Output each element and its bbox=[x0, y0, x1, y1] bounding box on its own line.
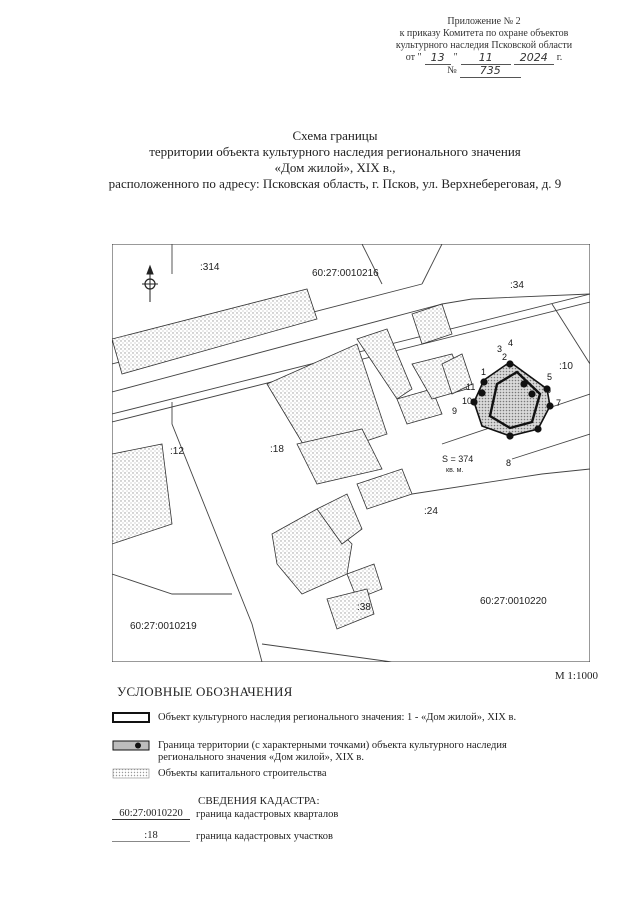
parcel-label-18: :18 bbox=[270, 444, 284, 455]
point-label-1: 1 bbox=[481, 367, 487, 377]
date-month: 11 bbox=[461, 52, 511, 65]
appendix-header bbox=[364, 16, 604, 78]
parcel-label-12: :12 bbox=[170, 446, 184, 457]
area-unit-label: кв. м. bbox=[446, 467, 464, 474]
parcel-line-symbol bbox=[112, 830, 190, 842]
legend-item-heritage-object bbox=[112, 712, 516, 724]
point-label-7: 7 bbox=[556, 398, 562, 408]
point-label-3: 3 bbox=[497, 344, 503, 354]
legend-item1-text: Объект культурного наследия регионального значения: 1 - «Дом жилой», XIX в. bbox=[158, 712, 517, 723]
date-suffix: г. bbox=[556, 52, 563, 63]
title-line4: расположенного по адресу: Псковская область, г. Псков, ул. Верхнебереговая, д. 9 bbox=[108, 176, 562, 191]
quarter-line-label: граница кадастровых кварталов bbox=[196, 809, 339, 820]
date-prefix: от " bbox=[405, 52, 422, 63]
date-mid: " bbox=[453, 52, 458, 63]
cadastre-quarter-row bbox=[112, 808, 338, 820]
title-line1: Схема границы bbox=[292, 128, 378, 143]
legend-item2-line2: регионального значения «Дом жилой», XIX в. bbox=[158, 752, 365, 763]
title-line2: территории объекта культурного наследия регионального значения bbox=[149, 144, 521, 159]
point-label-2: 2 bbox=[502, 352, 508, 362]
point-label-5: 5 bbox=[547, 372, 553, 382]
parcel-label-314: :314 bbox=[200, 262, 220, 273]
parcel-label-34: :34 bbox=[510, 280, 524, 291]
cadastral-map bbox=[112, 244, 590, 662]
date-day: 13 bbox=[425, 52, 451, 65]
map-scale: М 1:1000 bbox=[554, 670, 598, 682]
parcel-example: :18 bbox=[144, 830, 158, 841]
parcel-label-38: :38 bbox=[357, 602, 371, 613]
point-label-9: 9 bbox=[452, 406, 458, 416]
title-line3: «Дом жилой», XIX в., bbox=[274, 160, 396, 175]
capital-construction-symbol-icon bbox=[112, 768, 150, 779]
parcel-line-label: граница кадастровых участков bbox=[196, 831, 333, 842]
appendix-number-row bbox=[364, 65, 604, 78]
point-label-8: 8 bbox=[506, 458, 512, 468]
point-label-4: 4 bbox=[508, 338, 514, 348]
parcel-label-24: :24 bbox=[424, 506, 438, 517]
legend-item2-line1: Граница территории (с характерными точками) объекта культурного наследия bbox=[158, 740, 507, 751]
boundary-point-symbol-icon bbox=[112, 740, 150, 751]
legend-title: УСЛОВНЫЕ ОБОЗНАЧЕНИЯ bbox=[117, 684, 293, 699]
quarter-label-216: 60:27:0010216 bbox=[312, 268, 379, 279]
appendix-line3: культурного наследия Псковской области bbox=[395, 40, 573, 51]
point-label-6: 6 bbox=[546, 385, 552, 395]
area-label: S = 374 bbox=[442, 454, 474, 464]
legend-item-capital bbox=[112, 768, 326, 780]
quarter-example: 60:27:0010220 bbox=[119, 808, 183, 819]
parcel-label-10: :10 bbox=[559, 361, 573, 372]
point-label-11: 11 bbox=[466, 382, 476, 392]
heritage-object-symbol-icon bbox=[112, 712, 150, 723]
quarter-label-219: 60:27:0010219 bbox=[130, 621, 197, 632]
number-label: № bbox=[447, 65, 457, 76]
legend-item3-text: Объекты капитального строительства bbox=[158, 768, 327, 779]
appendix-line2: к приказу Комитета по охране объектов bbox=[399, 28, 569, 39]
document-title bbox=[60, 128, 610, 192]
date-year: 2024 bbox=[514, 52, 554, 65]
cadastre-parcel-row bbox=[112, 830, 333, 842]
appendix-line1: Приложение № 2 bbox=[447, 16, 521, 27]
order-number: 735 bbox=[460, 65, 521, 78]
point-label-10: 10 bbox=[462, 396, 473, 406]
quarter-line-symbol bbox=[112, 808, 190, 820]
quarter-label-220: 60:27:0010220 bbox=[480, 596, 547, 607]
legend-item-boundary bbox=[112, 740, 507, 764]
cadastre-title: СВЕДЕНИЯ КАДАСТРА: bbox=[198, 795, 320, 807]
